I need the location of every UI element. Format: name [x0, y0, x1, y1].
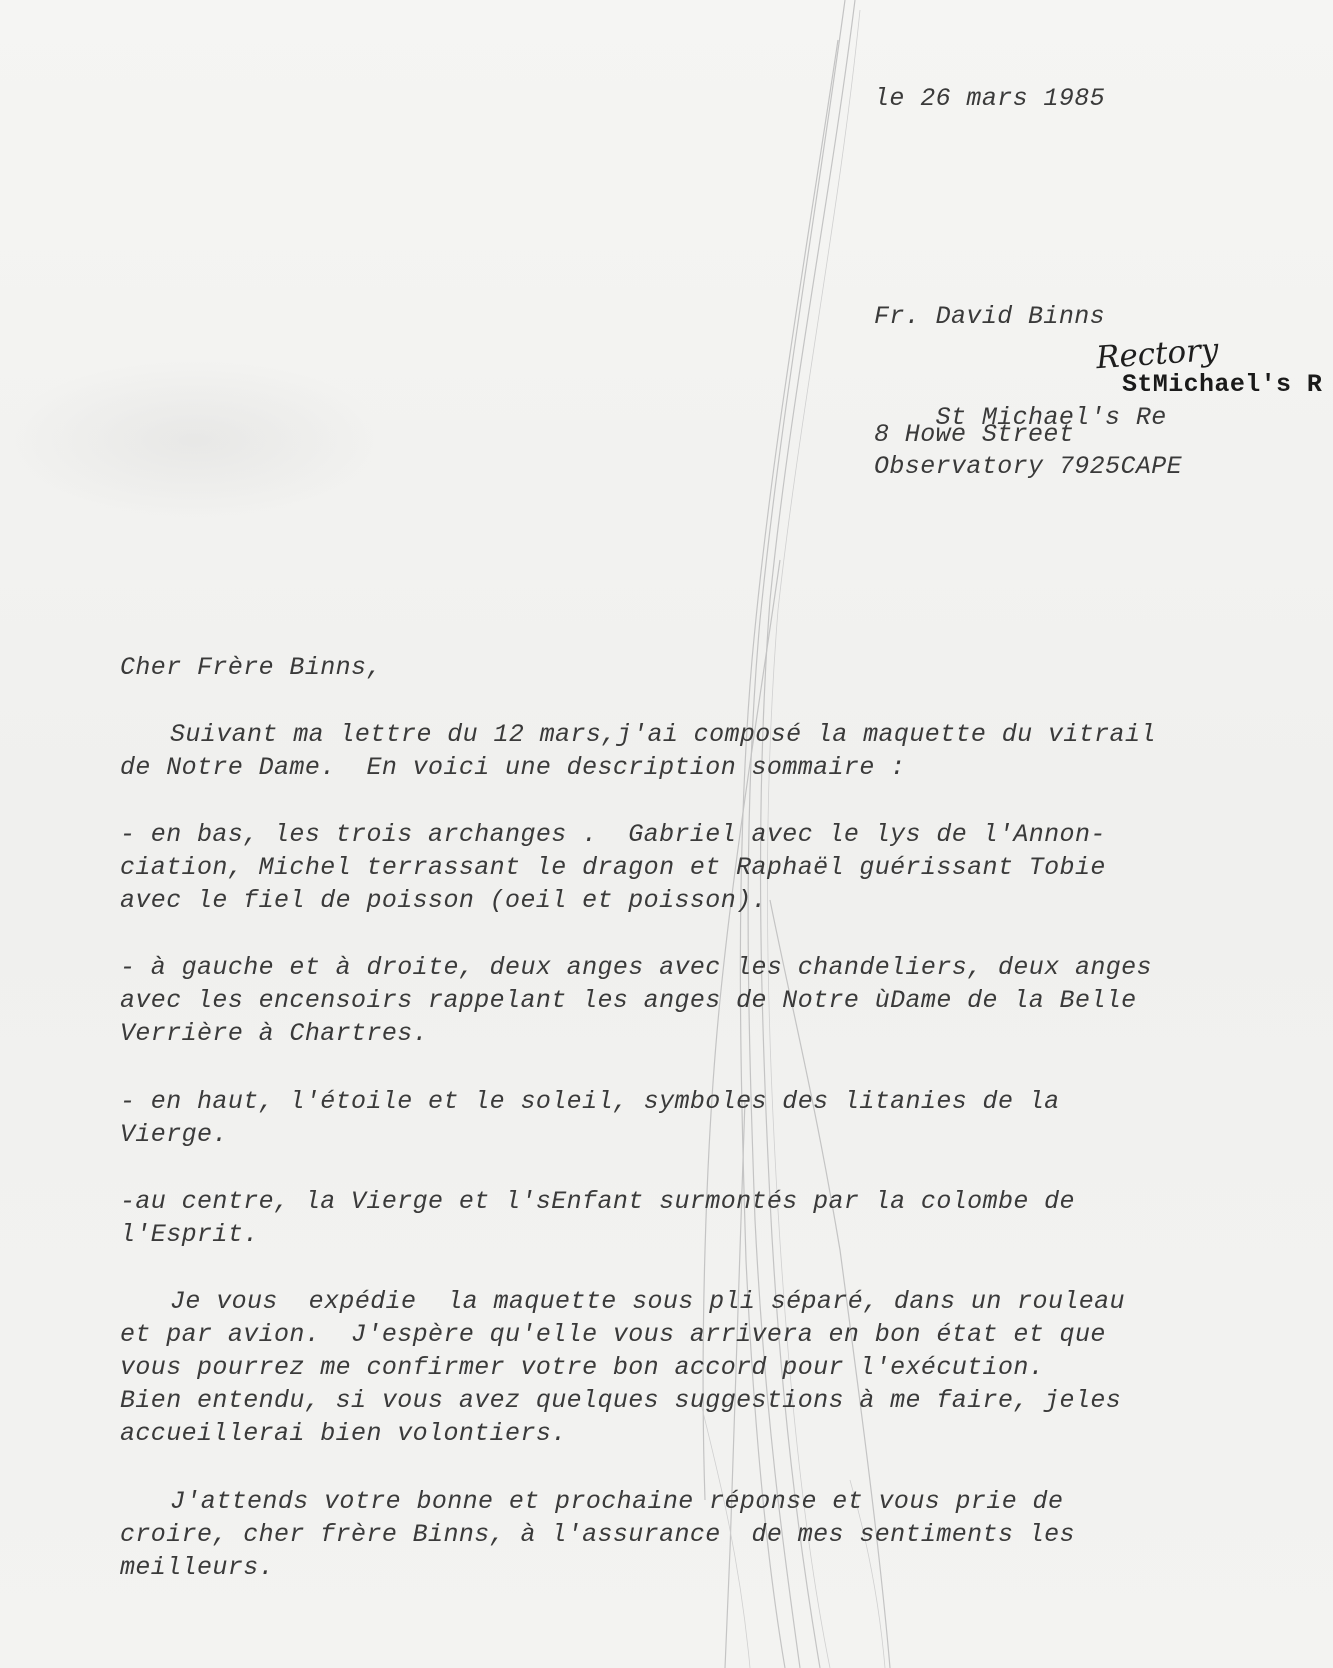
recipient-line2-typed: St Michael's Re: [935, 403, 1167, 432]
recipient-name: Fr. David Binns: [874, 302, 1106, 331]
paragraph3-line2: croire, cher frère Binns, à l'assurance de mes sentiments les: [120, 1520, 1075, 1549]
paragraph2-line1: Je vous expédie la maquette sous pli séparé, dans un rouleau: [170, 1287, 1125, 1316]
letter-date: le 26 mars 1985: [874, 84, 1106, 113]
item4-line2: l'Esprit.: [120, 1220, 259, 1249]
paragraph1-line1: Suivant ma lettre du 12 mars,j'ai composé la maquette du vitrail: [170, 720, 1156, 749]
item3-line2: Vierge.: [120, 1120, 228, 1149]
item1-line2: ciation, Michel terrassant le dragon et Raphaël guérissant Tobie: [120, 853, 1106, 882]
recipient-street: 8 Howe Street: [874, 420, 1075, 449]
item1-line3: avec le fiel de poisson (oeil et poisson).: [120, 886, 767, 915]
item3-line1: - en haut, l'étoile et le soleil, symboles des litanies de la: [120, 1087, 1060, 1116]
paragraph3-line1: J'attends votre bonne et prochaine réponse et vous prie de: [170, 1487, 1064, 1516]
item2-line1: - à gauche et à droite, deux anges avec les chandeliers, deux anges: [120, 953, 1152, 982]
paragraph2-line5: accueillerai bien volontiers.: [120, 1419, 567, 1448]
paragraph1-line2: de Notre Dame. En voici une description sommaire :: [120, 753, 906, 782]
salutation: Cher Frère Binns,: [120, 653, 382, 682]
item1-line1: - en bas, les trois archanges . Gabriel avec le lys de l'Annon-: [120, 820, 1106, 849]
item2-line3: Verrière à Chartres.: [120, 1019, 429, 1048]
recipient-city: Observatory 7925CAPE: [874, 452, 1183, 481]
item4-line1: -au centre, la Vierge et l'sEnfant surmontés par la colombe de: [120, 1187, 1075, 1216]
paragraph2-line3: vous pourrez me confirmer votre bon accord pour l'exécution.: [120, 1353, 1045, 1382]
paragraph2-line4: Bien entendu, si vous avez quelques suggestions à me faire, jeles: [120, 1386, 1122, 1415]
paper-smudge: [0, 360, 390, 520]
recipient-line2-overtyped: StMichael's R: [1122, 370, 1323, 399]
paragraph3-line3: meilleurs.: [120, 1553, 275, 1582]
paragraph2-line2: et par avion. J'espère qu'elle vous arrivera en bon état et que: [120, 1320, 1106, 1349]
item2-line2: avec les encensoirs rappelant les anges de Notre ùDame de la Belle: [120, 986, 1137, 1015]
handwritten-correction: Rectory: [1094, 331, 1220, 377]
